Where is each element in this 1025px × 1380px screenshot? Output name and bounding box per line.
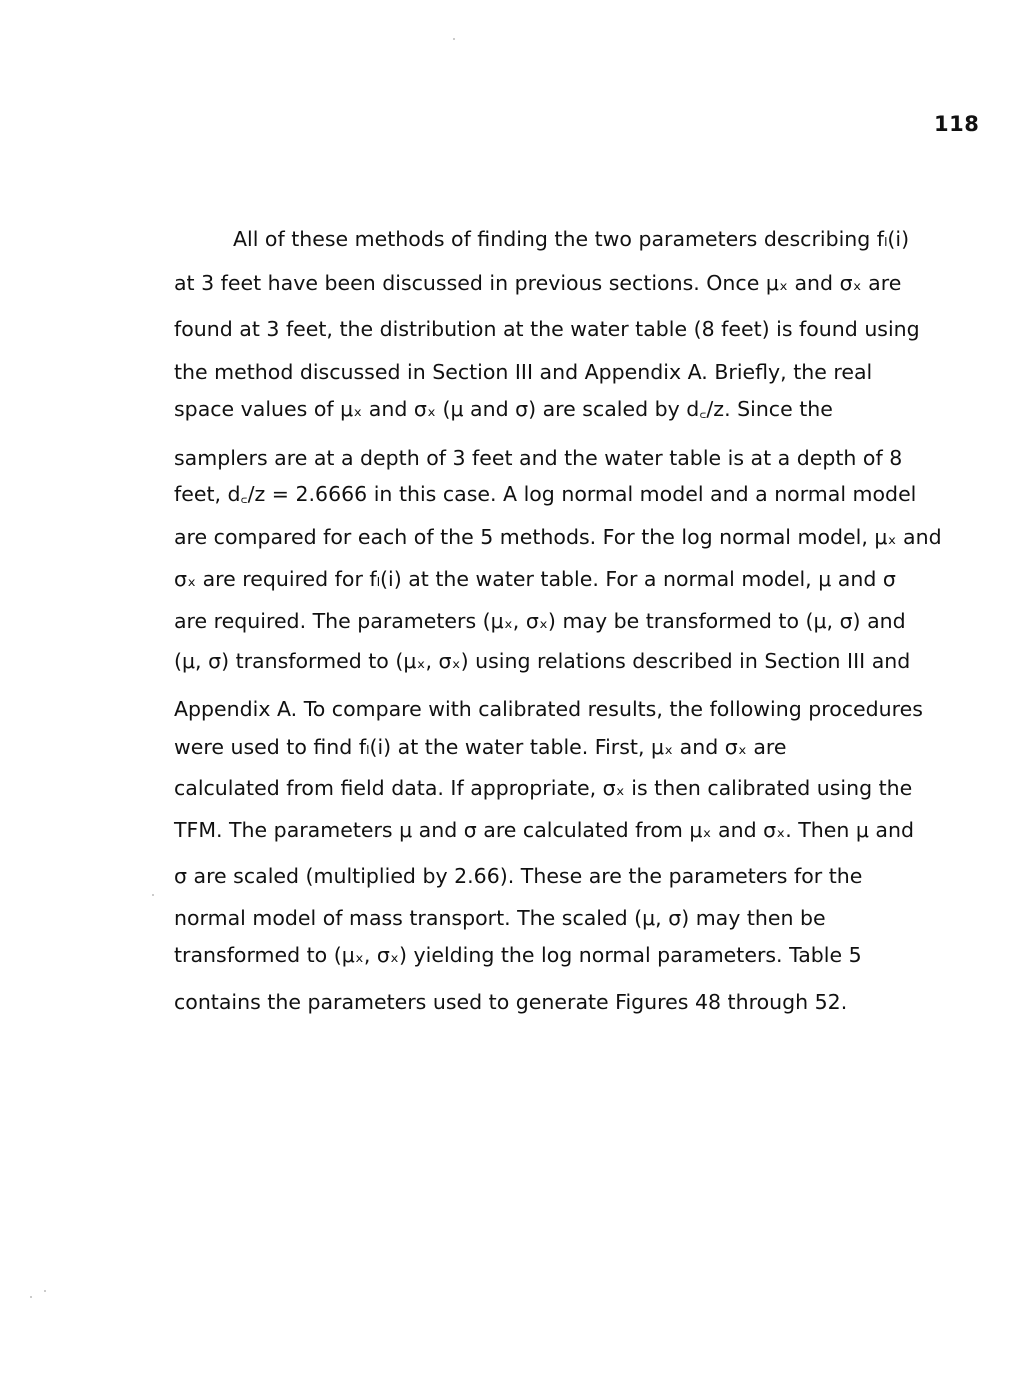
paragraph-line-1: All of these methods of finding the two parameters describing fₗ(i) [233,227,910,251]
paragraph-line-10: are required. The parameters (μₓ, σₓ) may be transformed to (μ, σ) and [174,609,906,633]
page-number: 118 [934,112,980,136]
paragraph-line-2: at 3 feet have been discussed in previous sections. Once μₓ and σₓ are [174,271,902,295]
paragraph-line-8: are compared for each of the 5 methods. For the log normal model, μₓ and [174,525,942,549]
paragraph-line-4: the method discussed in Section III and Appendix A. Briefly, the real [174,360,873,384]
paragraph-line-16: σ are scaled (multiplied by 2.66). These are the parameters for the [174,864,863,888]
scan-speck [152,894,154,896]
paragraph-line-13: were used to find fₗ(i) at the water table. First, μₓ and σₓ are [174,735,787,759]
scan-speck [453,38,455,40]
paragraph-line-18: transformed to (μₓ, σₓ) yielding the log normal parameters. Table 5 [174,943,862,967]
paragraph-line-5: space values of μₓ and σₓ (μ and σ) are scaled by d꜀/z. Since the [174,397,833,421]
paragraph-line-9: σₓ are required for fₗ(i) at the water table. For a normal model, μ and σ [174,567,896,591]
paragraph-line-19: contains the parameters used to generate Figures 48 through 52. [174,990,848,1014]
paragraph-line-6: samplers are at a depth of 3 feet and the water table is at a depth of 8 [174,446,903,470]
paragraph-line-11: (μ, σ) transformed to (μₓ, σₓ) using relations described in Section III and [174,649,911,673]
paragraph-line-14: calculated from field data. If appropriate, σₓ is then calibrated using the [174,776,913,800]
paragraph-line-17: normal model of mass transport. The scaled (μ, σ) may then be [174,906,826,930]
paragraph-line-12: Appendix A. To compare with calibrated results, the following procedures [174,697,923,721]
scan-speck [30,1296,32,1298]
paragraph-line-7: feet, d꜀/z = 2.6666 in this case. A log normal model and a normal model [174,482,917,506]
scan-speck [44,1290,46,1292]
paragraph-line-3: found at 3 feet, the distribution at the water table (8 feet) is found using [174,317,920,341]
paragraph-line-15: TFM. The parameters μ and σ are calculated from μₓ and σₓ. Then μ and [174,818,915,842]
